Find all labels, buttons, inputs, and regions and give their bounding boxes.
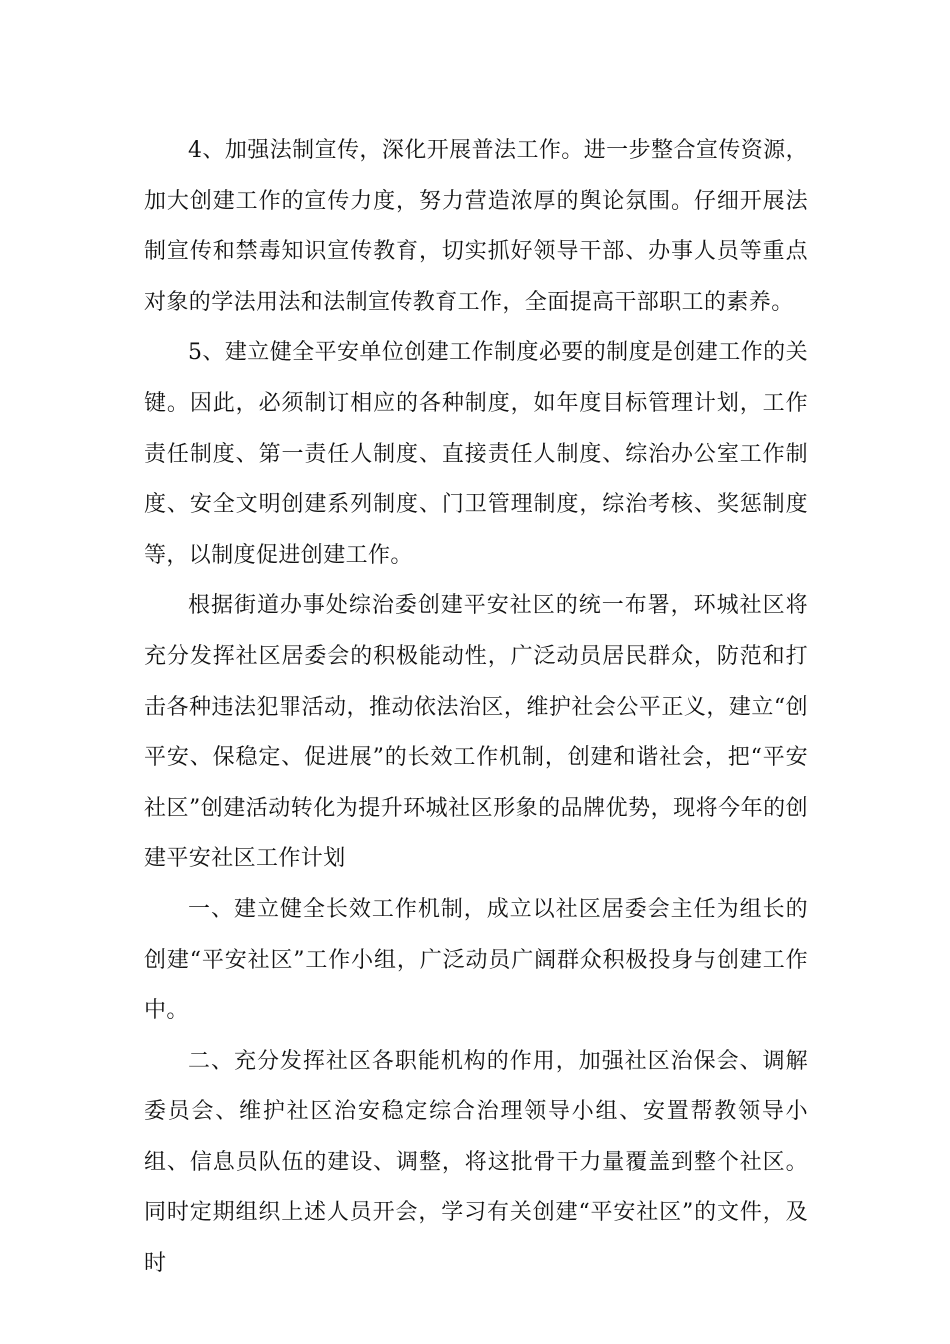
paragraph-safety-system: 5、建立健全平安单位创建工作制度必要的制度是创建工作的关键。因此，必须制订相应的各种制度，如年度目标管理计划，工作责任制度、第一责任人制度、直接责任人制度、综治办公室工作制度、安全文明创建系列制度、门卫管理制度，综治考核、奖惩制度等，以制度促进创建工作。 (144, 340, 808, 568)
paragraph-section-one: 一、建立健全长效工作机制，成立以社区居委会主任为组长的创建“平安社区”工作小组，广泛动员广阔群众积极投身与创建工作中。 (144, 896, 808, 1024)
paragraph-community-plan-intro: 根据街道办事处综治委创建平安社区的统一布署，环城社区将充分发挥社区居委会的积极能动性，广泛动员居民群众，防范和打击各种违法犯罪活动，推动依法治区，维护社会公平正义，建立“创平安、保稳定、促进展”的长效工作机制，创建和谐社会，把“平安社区”创建活动转化为提升环城社区形象的品牌优势，现将今年的创建平安社区工作计划 (144, 593, 808, 872)
document-body (144, 126, 808, 1290)
paragraph-legal-publicity: 4、加强法制宣传，深化开展普法工作。进一步整合宣传资源，加大创建工作的宣传力度，努力营造浓厚的舆论氛围。仔细开展法制宣传和禁毒知识宣传教育，切实抓好领导干部、办事人员等重点对象的学法用法和法制宣传教育工作，全面提高干部职工的素养。 (144, 138, 808, 315)
paragraph-section-two: 二、充分发挥社区各职能机构的作用，加强社区治保会、调解委员会、维护社区治安稳定综合治理领导小组、安置帮教领导小组、信息员队伍的建设、调整，将这批骨干力量覆盖到整个社区。同时定期组织上述人员开会，学习有关创建“平安社区”的文件，及时 (144, 1048, 808, 1277)
